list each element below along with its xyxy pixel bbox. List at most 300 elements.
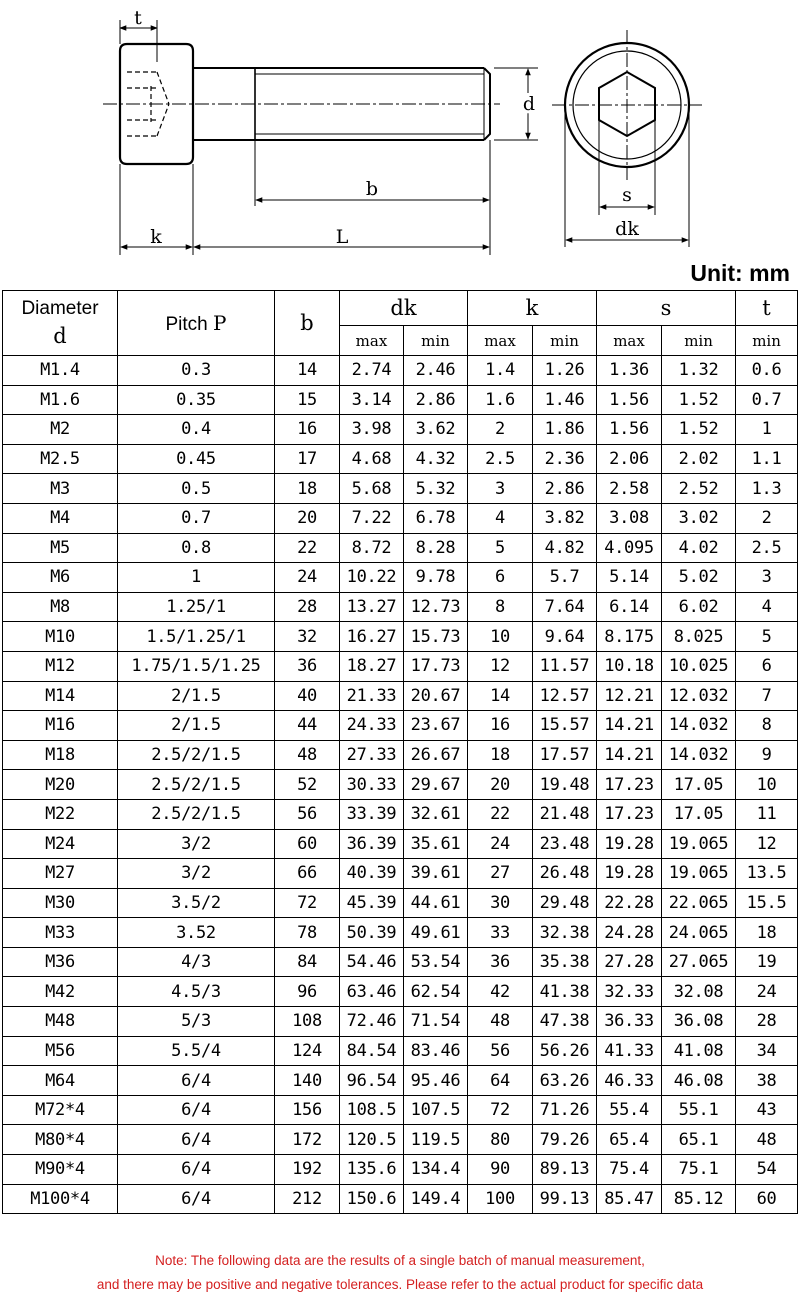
table-row bbox=[3, 1184, 798, 1214]
cell-pitch: 6/4 bbox=[118, 1155, 275, 1185]
table-row bbox=[3, 1007, 798, 1037]
cell-b: 172 bbox=[275, 1125, 340, 1155]
cell-dk-min: 6.78 bbox=[404, 503, 468, 533]
cell-diameter: M24 bbox=[3, 829, 118, 859]
cell-k-max: 56 bbox=[468, 1036, 533, 1066]
table-row bbox=[3, 356, 798, 386]
cell-s-min: 46.08 bbox=[662, 1066, 736, 1096]
cell-s-max: 65.4 bbox=[597, 1125, 662, 1155]
table-body bbox=[3, 356, 798, 1214]
cell-k-max: 14 bbox=[468, 681, 533, 711]
header-dk: dk bbox=[340, 291, 468, 326]
table-row bbox=[3, 1095, 798, 1125]
cell-k-min: 5.7 bbox=[533, 563, 597, 593]
cell-b: 192 bbox=[275, 1155, 340, 1185]
cell-dk-max: 150.6 bbox=[340, 1184, 404, 1214]
cell-diameter: M2 bbox=[3, 415, 118, 445]
cell-k-min: 1.26 bbox=[533, 356, 597, 386]
header-k-max: max bbox=[468, 326, 533, 356]
cell-t-min: 34 bbox=[736, 1036, 798, 1066]
cell-k-min: 7.64 bbox=[533, 592, 597, 622]
cell-k-min: 23.48 bbox=[533, 829, 597, 859]
cell-dk-max: 30.33 bbox=[340, 770, 404, 800]
cell-k-max: 30 bbox=[468, 888, 533, 918]
cell-b: 84 bbox=[275, 947, 340, 977]
cell-k-max: 42 bbox=[468, 977, 533, 1007]
cell-dk-max: 40.39 bbox=[340, 859, 404, 889]
cell-s-min: 14.032 bbox=[662, 740, 736, 770]
cell-diameter: M2.5 bbox=[3, 444, 118, 474]
cell-pitch: 2.5/2/1.5 bbox=[118, 740, 275, 770]
table-row bbox=[3, 1066, 798, 1096]
cell-pitch: 0.3 bbox=[118, 356, 275, 386]
cell-s-max: 85.47 bbox=[597, 1184, 662, 1214]
measurement-note bbox=[0, 1249, 800, 1297]
table-row bbox=[3, 385, 798, 415]
cell-dk-max: 16.27 bbox=[340, 622, 404, 652]
cell-s-max: 19.28 bbox=[597, 829, 662, 859]
cell-dk-min: 149.4 bbox=[404, 1184, 468, 1214]
cell-b: 44 bbox=[275, 711, 340, 741]
cell-k-min: 1.86 bbox=[533, 415, 597, 445]
cell-k-min: 71.26 bbox=[533, 1095, 597, 1125]
cell-k-min: 26.48 bbox=[533, 859, 597, 889]
cell-diameter: M22 bbox=[3, 799, 118, 829]
cell-b: 52 bbox=[275, 770, 340, 800]
cell-dk-min: 20.67 bbox=[404, 681, 468, 711]
cell-k-max: 6 bbox=[468, 563, 533, 593]
cell-dk-max: 54.46 bbox=[340, 947, 404, 977]
cell-dk-min: 95.46 bbox=[404, 1066, 468, 1096]
cell-s-max: 14.21 bbox=[597, 711, 662, 741]
table-row bbox=[3, 711, 798, 741]
cell-pitch: 0.5 bbox=[118, 474, 275, 504]
table-row bbox=[3, 888, 798, 918]
table-row bbox=[3, 829, 798, 859]
cell-s-max: 22.28 bbox=[597, 888, 662, 918]
cell-dk-min: 2.86 bbox=[404, 385, 468, 415]
cell-s-max: 1.36 bbox=[597, 356, 662, 386]
cell-t-min: 28 bbox=[736, 1007, 798, 1037]
cell-s-min: 2.02 bbox=[662, 444, 736, 474]
cell-t-min: 13.5 bbox=[736, 859, 798, 889]
cell-k-min: 15.57 bbox=[533, 711, 597, 741]
cell-pitch: 6/4 bbox=[118, 1125, 275, 1155]
cell-pitch: 2.5/2/1.5 bbox=[118, 799, 275, 829]
cell-s-min: 22.065 bbox=[662, 888, 736, 918]
cell-b: 124 bbox=[275, 1036, 340, 1066]
cell-t-min: 24 bbox=[736, 977, 798, 1007]
cell-diameter: M90*4 bbox=[3, 1155, 118, 1185]
cell-s-min: 5.02 bbox=[662, 563, 736, 593]
table-row bbox=[3, 681, 798, 711]
cell-s-max: 2.58 bbox=[597, 474, 662, 504]
cell-pitch: 6/4 bbox=[118, 1095, 275, 1125]
cell-diameter: M1.4 bbox=[3, 356, 118, 386]
cell-t-min: 8 bbox=[736, 711, 798, 741]
cell-k-max: 5 bbox=[468, 533, 533, 563]
cell-pitch: 6/4 bbox=[118, 1066, 275, 1096]
cell-dk-max: 24.33 bbox=[340, 711, 404, 741]
cell-k-max: 2.5 bbox=[468, 444, 533, 474]
cell-s-max: 46.33 bbox=[597, 1066, 662, 1096]
cell-dk-max: 4.68 bbox=[340, 444, 404, 474]
cell-k-max: 8 bbox=[468, 592, 533, 622]
cell-dk-max: 63.46 bbox=[340, 977, 404, 1007]
header-s-max: max bbox=[597, 326, 662, 356]
cell-s-min: 1.52 bbox=[662, 385, 736, 415]
cell-dk-max: 96.54 bbox=[340, 1066, 404, 1096]
cell-pitch: 2/1.5 bbox=[118, 681, 275, 711]
cell-dk-max: 50.39 bbox=[340, 918, 404, 948]
cell-s-max: 27.28 bbox=[597, 947, 662, 977]
cell-diameter: M72*4 bbox=[3, 1095, 118, 1125]
note-line-1: Note: The following data are the results of a single batch of manual measurement, bbox=[155, 1253, 645, 1268]
cell-s-max: 12.21 bbox=[597, 681, 662, 711]
cell-s-max: 1.56 bbox=[597, 385, 662, 415]
cell-dk-max: 120.5 bbox=[340, 1125, 404, 1155]
cell-dk-min: 15.73 bbox=[404, 622, 468, 652]
cell-t-min: 9 bbox=[736, 740, 798, 770]
cell-dk-max: 3.14 bbox=[340, 385, 404, 415]
cell-t-min: 54 bbox=[736, 1155, 798, 1185]
cell-dk-min: 71.54 bbox=[404, 1007, 468, 1037]
table-row bbox=[3, 1125, 798, 1155]
cell-k-min: 29.48 bbox=[533, 888, 597, 918]
cell-k-min: 17.57 bbox=[533, 740, 597, 770]
cell-k-max: 72 bbox=[468, 1095, 533, 1125]
cell-dk-min: 53.54 bbox=[404, 947, 468, 977]
cell-pitch: 3/2 bbox=[118, 829, 275, 859]
header-s-min: min bbox=[662, 326, 736, 356]
cell-t-min: 2 bbox=[736, 503, 798, 533]
cell-s-min: 2.52 bbox=[662, 474, 736, 504]
cell-t-min: 18 bbox=[736, 918, 798, 948]
cell-b: 16 bbox=[275, 415, 340, 445]
cell-t-min: 7 bbox=[736, 681, 798, 711]
header-diameter-label: Diameter bbox=[21, 298, 99, 319]
cell-pitch: 4/3 bbox=[118, 947, 275, 977]
cell-s-min: 8.025 bbox=[662, 622, 736, 652]
cell-dk-max: 18.27 bbox=[340, 651, 404, 681]
cell-k-min: 79.26 bbox=[533, 1125, 597, 1155]
cell-s-max: 75.4 bbox=[597, 1155, 662, 1185]
cell-diameter: M27 bbox=[3, 859, 118, 889]
cell-b: 156 bbox=[275, 1095, 340, 1125]
cell-pitch: 5/3 bbox=[118, 1007, 275, 1037]
cell-dk-min: 5.32 bbox=[404, 474, 468, 504]
cell-pitch: 1.75/1.5/1.25 bbox=[118, 651, 275, 681]
cell-dk-min: 2.46 bbox=[404, 356, 468, 386]
cell-k-max: 18 bbox=[468, 740, 533, 770]
cell-pitch: 1 bbox=[118, 563, 275, 593]
cell-k-min: 99.13 bbox=[533, 1184, 597, 1214]
cell-dk-min: 4.32 bbox=[404, 444, 468, 474]
cell-t-min: 1.1 bbox=[736, 444, 798, 474]
cell-dk-min: 9.78 bbox=[404, 563, 468, 593]
cell-diameter: M12 bbox=[3, 651, 118, 681]
cell-diameter: M48 bbox=[3, 1007, 118, 1037]
cell-k-max: 90 bbox=[468, 1155, 533, 1185]
cell-k-max: 80 bbox=[468, 1125, 533, 1155]
header-k: k bbox=[468, 291, 597, 326]
cell-dk-min: 62.54 bbox=[404, 977, 468, 1007]
cell-dk-min: 32.61 bbox=[404, 799, 468, 829]
cell-s-min: 19.065 bbox=[662, 829, 736, 859]
dimensions-table bbox=[2, 290, 798, 1214]
cell-pitch: 1.25/1 bbox=[118, 592, 275, 622]
cell-s-min: 75.1 bbox=[662, 1155, 736, 1185]
cell-k-min: 35.38 bbox=[533, 947, 597, 977]
cell-k-min: 3.82 bbox=[533, 503, 597, 533]
cell-k-min: 2.86 bbox=[533, 474, 597, 504]
cell-t-min: 1 bbox=[736, 415, 798, 445]
cell-dk-min: 12.73 bbox=[404, 592, 468, 622]
cell-k-min: 56.26 bbox=[533, 1036, 597, 1066]
cell-dk-max: 72.46 bbox=[340, 1007, 404, 1037]
cell-dk-max: 27.33 bbox=[340, 740, 404, 770]
cell-b: 66 bbox=[275, 859, 340, 889]
header-pitch-label: Pitch bbox=[165, 313, 208, 335]
cell-dk-min: 49.61 bbox=[404, 918, 468, 948]
table-row bbox=[3, 918, 798, 948]
cell-b: 22 bbox=[275, 533, 340, 563]
cell-k-min: 11.57 bbox=[533, 651, 597, 681]
cell-k-min: 89.13 bbox=[533, 1155, 597, 1185]
cell-diameter: M5 bbox=[3, 533, 118, 563]
cell-pitch: 2/1.5 bbox=[118, 711, 275, 741]
cell-s-max: 19.28 bbox=[597, 859, 662, 889]
cell-s-max: 24.28 bbox=[597, 918, 662, 948]
cell-dk-min: 29.67 bbox=[404, 770, 468, 800]
cell-dk-max: 5.68 bbox=[340, 474, 404, 504]
cell-diameter: M10 bbox=[3, 622, 118, 652]
cell-b: 140 bbox=[275, 1066, 340, 1096]
cell-b: 36 bbox=[275, 651, 340, 681]
cell-pitch: 3.5/2 bbox=[118, 888, 275, 918]
cell-k-max: 1.4 bbox=[468, 356, 533, 386]
cell-k-max: 48 bbox=[468, 1007, 533, 1037]
cell-pitch: 0.45 bbox=[118, 444, 275, 474]
header-b: b bbox=[275, 291, 340, 356]
cell-s-min: 85.12 bbox=[662, 1184, 736, 1214]
cell-k-min: 9.64 bbox=[533, 622, 597, 652]
cell-t-min: 43 bbox=[736, 1095, 798, 1125]
cell-dk-min: 107.5 bbox=[404, 1095, 468, 1125]
cell-s-min: 4.02 bbox=[662, 533, 736, 563]
cell-t-min: 15.5 bbox=[736, 888, 798, 918]
cell-dk-min: 134.4 bbox=[404, 1155, 468, 1185]
cell-s-min: 17.05 bbox=[662, 799, 736, 829]
header-diameter-symbol: d bbox=[53, 324, 67, 348]
header-t: t bbox=[736, 291, 798, 326]
table-row bbox=[3, 977, 798, 1007]
cell-diameter: M100*4 bbox=[3, 1184, 118, 1214]
cell-pitch: 0.8 bbox=[118, 533, 275, 563]
table-row bbox=[3, 947, 798, 977]
cell-dk-max: 2.74 bbox=[340, 356, 404, 386]
cell-dk-max: 108.5 bbox=[340, 1095, 404, 1125]
cell-pitch: 4.5/3 bbox=[118, 977, 275, 1007]
cell-dk-min: 83.46 bbox=[404, 1036, 468, 1066]
cell-dk-max: 3.98 bbox=[340, 415, 404, 445]
header-pitch bbox=[118, 291, 275, 356]
cell-b: 212 bbox=[275, 1184, 340, 1214]
cell-diameter: M16 bbox=[3, 711, 118, 741]
cell-k-min: 41.38 bbox=[533, 977, 597, 1007]
cell-diameter: M3 bbox=[3, 474, 118, 504]
cell-diameter: M18 bbox=[3, 740, 118, 770]
cell-b: 78 bbox=[275, 918, 340, 948]
cell-k-max: 1.6 bbox=[468, 385, 533, 415]
table-row bbox=[3, 503, 798, 533]
cell-k-max: 100 bbox=[468, 1184, 533, 1214]
cell-dk-min: 119.5 bbox=[404, 1125, 468, 1155]
header-t-min: min bbox=[736, 326, 798, 356]
cell-pitch: 5.5/4 bbox=[118, 1036, 275, 1066]
cell-s-min: 24.065 bbox=[662, 918, 736, 948]
cell-dk-max: 135.6 bbox=[340, 1155, 404, 1185]
cell-b: 32 bbox=[275, 622, 340, 652]
table-row bbox=[3, 533, 798, 563]
table-row bbox=[3, 563, 798, 593]
cell-diameter: M33 bbox=[3, 918, 118, 948]
cell-s-min: 14.032 bbox=[662, 711, 736, 741]
cell-diameter: M42 bbox=[3, 977, 118, 1007]
cell-b: 24 bbox=[275, 563, 340, 593]
cell-b: 108 bbox=[275, 1007, 340, 1037]
cell-b: 60 bbox=[275, 829, 340, 859]
cell-pitch: 1.5/1.25/1 bbox=[118, 622, 275, 652]
cell-diameter: M1.6 bbox=[3, 385, 118, 415]
cell-k-max: 12 bbox=[468, 651, 533, 681]
cell-t-min: 0.6 bbox=[736, 356, 798, 386]
cell-k-max: 3 bbox=[468, 474, 533, 504]
table-row bbox=[3, 799, 798, 829]
cell-t-min: 12 bbox=[736, 829, 798, 859]
dim-label-s: s bbox=[622, 184, 632, 206]
cell-k-min: 63.26 bbox=[533, 1066, 597, 1096]
header-dk-min: min bbox=[404, 326, 468, 356]
header-s: s bbox=[597, 291, 736, 326]
cell-pitch: 6/4 bbox=[118, 1184, 275, 1214]
cell-k-max: 4 bbox=[468, 503, 533, 533]
cell-dk-max: 36.39 bbox=[340, 829, 404, 859]
table-row bbox=[3, 415, 798, 445]
cell-diameter: M30 bbox=[3, 888, 118, 918]
cell-pitch: 2.5/2/1.5 bbox=[118, 770, 275, 800]
cell-b: 17 bbox=[275, 444, 340, 474]
screw-technical-drawing bbox=[0, 0, 800, 262]
cell-s-min: 6.02 bbox=[662, 592, 736, 622]
table-row bbox=[3, 592, 798, 622]
cell-diameter: M20 bbox=[3, 770, 118, 800]
cell-diameter: M14 bbox=[3, 681, 118, 711]
header-k-min: min bbox=[533, 326, 597, 356]
cell-diameter: M64 bbox=[3, 1066, 118, 1096]
cell-t-min: 0.7 bbox=[736, 385, 798, 415]
cell-dk-min: 44.61 bbox=[404, 888, 468, 918]
note-line-2: and there may be positive and negative tolerances. Please refer to the actual product for specific data bbox=[96, 1277, 704, 1292]
cell-s-max: 17.23 bbox=[597, 799, 662, 829]
cell-k-min: 47.38 bbox=[533, 1007, 597, 1037]
cell-s-max: 8.175 bbox=[597, 622, 662, 652]
header-pitch-symbol: P bbox=[213, 310, 227, 335]
cell-s-max: 4.095 bbox=[597, 533, 662, 563]
cell-s-max: 5.14 bbox=[597, 563, 662, 593]
cell-dk-min: 39.61 bbox=[404, 859, 468, 889]
cell-k-min: 19.48 bbox=[533, 770, 597, 800]
cell-s-max: 55.4 bbox=[597, 1095, 662, 1125]
cell-dk-max: 84.54 bbox=[340, 1036, 404, 1066]
header-dk-max: max bbox=[340, 326, 404, 356]
cell-s-min: 27.065 bbox=[662, 947, 736, 977]
cell-k-max: 20 bbox=[468, 770, 533, 800]
table-row bbox=[3, 770, 798, 800]
dim-label-k: k bbox=[150, 226, 162, 248]
cell-b: 18 bbox=[275, 474, 340, 504]
cell-k-max: 24 bbox=[468, 829, 533, 859]
cell-b: 28 bbox=[275, 592, 340, 622]
cell-k-max: 22 bbox=[468, 799, 533, 829]
cell-k-min: 1.46 bbox=[533, 385, 597, 415]
cell-s-min: 3.02 bbox=[662, 503, 736, 533]
cell-dk-max: 8.72 bbox=[340, 533, 404, 563]
cell-diameter: M8 bbox=[3, 592, 118, 622]
cell-s-min: 10.025 bbox=[662, 651, 736, 681]
cell-diameter: M56 bbox=[3, 1036, 118, 1066]
cell-b: 20 bbox=[275, 503, 340, 533]
cell-dk-max: 45.39 bbox=[340, 888, 404, 918]
cell-dk-max: 33.39 bbox=[340, 799, 404, 829]
cell-k-max: 2 bbox=[468, 415, 533, 445]
cell-b: 15 bbox=[275, 385, 340, 415]
cell-dk-min: 26.67 bbox=[404, 740, 468, 770]
cell-t-min: 48 bbox=[736, 1125, 798, 1155]
cell-dk-max: 21.33 bbox=[340, 681, 404, 711]
table-row bbox=[3, 859, 798, 889]
table-row bbox=[3, 474, 798, 504]
cell-s-max: 6.14 bbox=[597, 592, 662, 622]
header-diameter bbox=[3, 291, 118, 356]
cell-t-min: 6 bbox=[736, 651, 798, 681]
cell-s-max: 10.18 bbox=[597, 651, 662, 681]
header-row-top bbox=[3, 291, 798, 326]
cell-b: 14 bbox=[275, 356, 340, 386]
cell-s-min: 32.08 bbox=[662, 977, 736, 1007]
cell-pitch: 0.35 bbox=[118, 385, 275, 415]
dim-label-d: d bbox=[522, 93, 536, 115]
unit-label: Unit: mm bbox=[690, 260, 790, 286]
cell-t-min: 10 bbox=[736, 770, 798, 800]
cell-s-max: 41.33 bbox=[597, 1036, 662, 1066]
cell-s-min: 41.08 bbox=[662, 1036, 736, 1066]
cell-s-min: 36.08 bbox=[662, 1007, 736, 1037]
cell-k-min: 12.57 bbox=[533, 681, 597, 711]
table-row bbox=[3, 622, 798, 652]
cell-k-max: 33 bbox=[468, 918, 533, 948]
cell-pitch: 0.7 bbox=[118, 503, 275, 533]
cell-s-min: 12.032 bbox=[662, 681, 736, 711]
cell-dk-max: 7.22 bbox=[340, 503, 404, 533]
cell-k-min: 32.38 bbox=[533, 918, 597, 948]
cell-t-min: 11 bbox=[736, 799, 798, 829]
cell-k-min: 4.82 bbox=[533, 533, 597, 563]
cell-s-min: 19.065 bbox=[662, 859, 736, 889]
dim-label-dk: dk bbox=[615, 218, 639, 240]
cell-b: 96 bbox=[275, 977, 340, 1007]
cell-pitch: 3.52 bbox=[118, 918, 275, 948]
